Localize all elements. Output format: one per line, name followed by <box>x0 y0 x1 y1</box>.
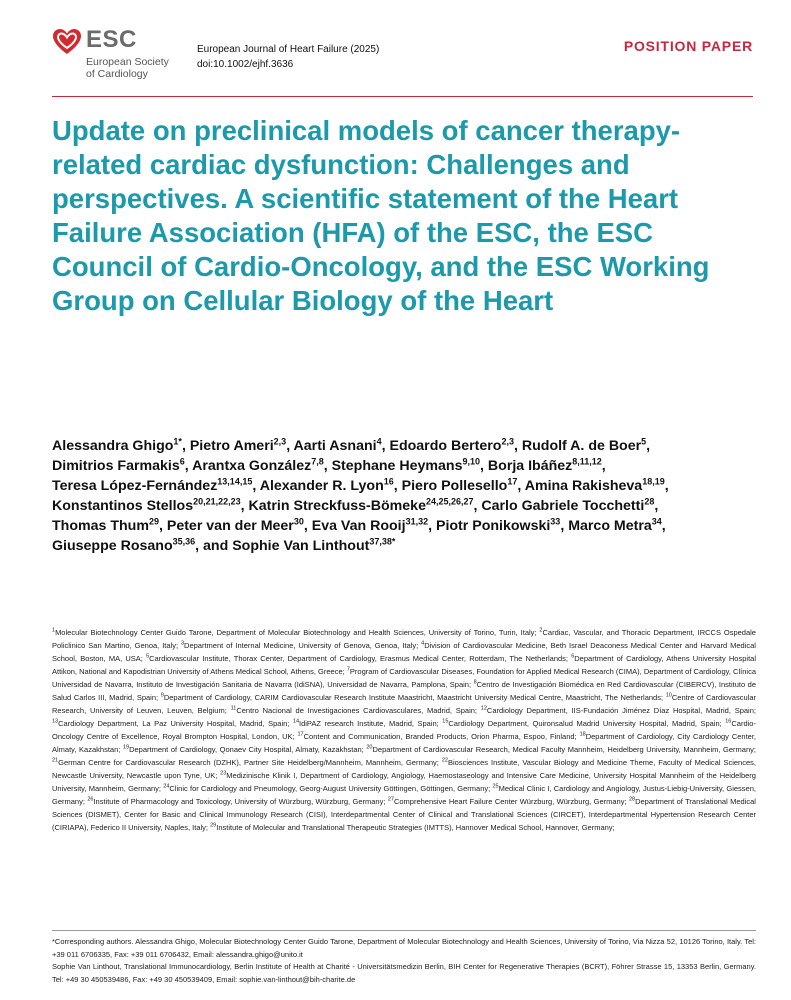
affiliation-text: German Centre for Cardiovascular Research (DZHK), Partner Site Heidelberg/Mannheim, Mannheim, Germany; <box>58 758 439 767</box>
author-name: Peter van der Meer <box>166 518 294 534</box>
author[interactable] <box>525 478 665 494</box>
author[interactable] <box>249 498 474 514</box>
author[interactable] <box>312 518 428 534</box>
author-name: Borja Ibáñez <box>487 458 573 474</box>
affiliation-text: Department of Cardiology, City Cardiology Center, Almaty, Kazakhstan; <box>52 732 757 754</box>
affiliation-item <box>52 758 439 767</box>
affiliation-text: Biosciences Institute, Vascular Biology and Medicine Theme, Faculty of Medical Sciences, Newcastle University, Newcastle upon Tyne, UK; <box>52 758 756 780</box>
affiliation-number: 4 <box>421 640 425 647</box>
affiliation-text: Institute of Pharmacology and Toxicology, University of Würzburg, Würzburg, Germany; <box>93 797 386 806</box>
author-name: Thomas Thum <box>52 518 149 534</box>
paper-type-label: POSITION PAPER <box>623 38 753 54</box>
affiliation-item <box>87 797 385 806</box>
affiliation-number: 16 <box>725 718 732 725</box>
affiliation-number: 26 <box>87 796 94 803</box>
affiliation-number: 19 <box>122 744 130 751</box>
affiliation-text: Department of Cardiology, CARIM Cardiovascular Research Institute Maastricht, Maastricht University Medical Centre, Maastricht, The Netherlands; <box>163 693 664 702</box>
author-name: Giuseppe Rosano <box>52 538 173 554</box>
author-affiliation-marks: 18,19 <box>642 476 665 487</box>
author-affiliation-marks: 35,36 <box>172 536 196 547</box>
author-name: Marco Metra <box>568 518 652 534</box>
affiliation-number: 28 <box>628 796 636 803</box>
affiliation-item <box>293 719 439 728</box>
esc-logo-subtitle <box>86 56 169 80</box>
affiliation-text: Medizinische Klinik I, Department of Cardiology, Angiology, Haemostaseology and Intensive Care Medicine, University Hospital Mannheim of the Heidelberg University, Mannheim, Germany; <box>52 771 756 793</box>
affiliation-text: Centre of Cardiovascular Research, University of Leuven, Leuven, Belgium; <box>52 693 756 715</box>
author-name: Pietro Ameri <box>189 438 274 454</box>
affiliation-item <box>388 797 627 806</box>
author-affiliation-marks: 8,11,12 <box>572 456 602 467</box>
author-name: Carlo Gabriele Tocchetti <box>481 498 645 514</box>
affiliation-item <box>146 654 568 663</box>
author[interactable] <box>481 498 654 514</box>
affiliation-number: 29 <box>210 822 217 829</box>
affiliation-item <box>52 628 537 637</box>
journal-info <box>197 42 379 72</box>
affiliation-number: 7 <box>346 666 350 673</box>
affiliation-number: 1 <box>52 627 56 634</box>
author[interactable] <box>190 438 286 454</box>
author-affiliation-marks: 31,32 <box>405 516 429 527</box>
author[interactable] <box>436 518 560 534</box>
author-affiliation-marks: 7,8 <box>311 456 324 467</box>
affiliation-text: Comprehensive Heart Failure Center Würzburg, Würzburg, Germany; <box>393 797 627 806</box>
affiliation-item <box>181 641 418 650</box>
author[interactable] <box>167 518 304 534</box>
author-name: Alexander R. Lyon <box>259 478 384 494</box>
author[interactable] <box>294 438 382 454</box>
affiliation-number: 21 <box>52 757 59 764</box>
author-list: Alessandra Ghigo$^{1*}$, Pietro Ameri$^{2,3}$, Aarti Asnani$^4$, Edoardo Bertero$^{2,3}$, Rudolf A. de Boer$^5$, Dimitrios Farmakis$^6$, Arantxa González$^{7,8}$, Stephane Heymans$^{9,10}$, Borja Ibáñez$^{8,11,12}$, Teresa López-Fernández$^{13,14,15}$, Alexander R. Lyon$^{16}$, Piero Pollesello$^{17}$, Amina Rakisheva$^{18,19}$, Konstantinos Stellos$^{20,21,22,23}$, Katrin Streckfuss-Bömeke$^{24,25,26,27}$, Carlo Gabriele Tocchetti$^{28}$, Thomas Thum$^{29}$, Peter van der Meer$^{30}$, Eva Van Rooij$^{31,32}$, Piotr Ponikowski$^{33}$, Marco Metra$^{34}$, Giuseppe Rosano$^{35,36}$, and Sophie Van Linthout$^{37,38*}$ <box>52 436 669 554</box>
affiliation-text: Clinic for Cardiology and Pneumology, Georg-August University Göttingen, Göttingen, Germany; <box>169 784 491 793</box>
affiliation-text: Division of Cardiovascular Medicine, Beth Israel Deaconess Medical Center and Harvard Medical School, Boston, MA, USA; <box>52 641 756 663</box>
affiliation-number: 8 <box>473 679 477 686</box>
author-affiliation-marks: 30 <box>293 516 304 527</box>
author-affiliation-marks: 4 <box>376 436 382 447</box>
affiliation-item <box>161 693 663 702</box>
affiliation-number: 3 <box>180 640 185 647</box>
author-affiliation-marks: 33 <box>550 516 561 527</box>
author-name: Teresa López-Fernández <box>52 478 218 494</box>
author-affiliation-marks: 28 <box>644 496 655 507</box>
affiliation-number: 20 <box>366 744 373 751</box>
affiliation-number: 5 <box>146 653 150 660</box>
author[interactable] <box>52 498 241 514</box>
author-name: Edoardo Bertero <box>389 438 502 454</box>
author[interactable] <box>52 458 185 474</box>
affiliation-item <box>123 745 364 754</box>
header-divider <box>52 96 753 97</box>
affiliation-text: Department of Cardiology, Qonaev City Hospital, Almaty, Kazakhstan; <box>129 745 364 754</box>
author-name: Eva Van Rooij <box>311 518 406 534</box>
affiliation-item <box>210 823 615 832</box>
affiliation-number: 17 <box>297 731 304 738</box>
journal-doi[interactable]: doi:10.1002/ejhf.3636 <box>197 59 294 70</box>
author[interactable] <box>568 518 662 534</box>
author[interactable] <box>260 478 394 494</box>
affiliation-text: Cardiovascular Institute, Thorax Center, Department of Cardiology, Erasmus Medical Center, Rotterdam, The Netherlands; <box>149 654 568 663</box>
author-affiliation-marks: 17 <box>507 476 518 487</box>
author-affiliation-marks: 20,21,22,23 <box>193 496 241 507</box>
affiliation-text: Centro de Investigación Biomédica en Red Cardiovascular (CIBERCV), Instituto de Salud Carlos III, Madrid, Spain; <box>52 680 756 702</box>
author-name: Piero Pollesello <box>401 478 508 494</box>
author-affiliation-marks: 1* <box>173 436 182 447</box>
author-name: Dimitrios Farmakis <box>52 458 180 474</box>
author[interactable] <box>522 438 646 454</box>
author-affiliation-marks: 2,3 <box>501 436 514 447</box>
author-affiliation-marks: 9,10 <box>462 456 481 467</box>
affiliation-item <box>231 706 477 715</box>
affiliation-text: Department of Cardiology, Athens University Hospital Attikon, National and Kapodistrian University of Athens Medical School, Athens, Greece; <box>52 654 756 676</box>
affiliation-text: Program of Cardiovascular Diseases, Foundation for Applied Medical Research (CIMA), Department of Cardiology, Clínica Universidad de Navarra, Instituto de Investigación Sanitaria de Navarra (IdiSNA), Universidad de Navarra, Pamplona, Spain; <box>52 667 756 689</box>
author[interactable] <box>192 458 324 474</box>
affiliation-text: Content and Communication, Branded Products, Orion Pharma, Espoo, Finland; <box>303 732 577 741</box>
affiliation-text: Institute of Molecular and Translational Therapeutic Strategies (IMTTS), Hannover Medical School, Hannover, Germany; <box>216 823 615 832</box>
author[interactable] <box>402 478 518 494</box>
affiliation-number: 23 <box>220 770 227 777</box>
affiliation-number: 25 <box>492 783 499 790</box>
author[interactable] <box>52 518 159 534</box>
affiliation-item <box>163 784 490 793</box>
author[interactable] <box>52 478 252 494</box>
affiliation-text: Cardio-Oncology Centre of Excellence, Royal Brompton Hospital, London, UK; <box>52 719 756 741</box>
affiliation-item <box>52 719 289 728</box>
author-affiliation-marks: 2,3 <box>273 436 287 447</box>
affiliation-text: Cardiac, Vascular, and Thoracic Department, IRCCS Ospedale Policlinico San Martino, Genoa, Italy; <box>52 628 756 650</box>
author[interactable] <box>332 458 480 474</box>
affiliation-number: 24 <box>163 783 170 790</box>
author[interactable] <box>52 438 182 454</box>
author-name: Sophie Van Linthout <box>232 538 370 554</box>
affiliation-number: 12 <box>480 705 487 712</box>
affiliation-item <box>298 732 577 741</box>
affiliation-number: 2 <box>539 627 543 634</box>
author-name: Alessandra Ghigo <box>52 438 174 454</box>
author-affiliation-marks: 37,38* <box>369 536 396 547</box>
affiliation-number: 27 <box>387 796 394 803</box>
author-name: Piotr Ponikowski <box>435 518 551 534</box>
affiliation-number: 10 <box>665 692 672 699</box>
affiliations <box>52 626 756 834</box>
affiliation-number: 13 <box>52 718 59 725</box>
author-affiliation-marks: 24,25,26,27 <box>425 496 474 507</box>
author[interactable] <box>232 538 395 554</box>
affiliation-number: 18 <box>579 731 586 738</box>
affiliation-item <box>366 745 756 754</box>
author-affiliation-marks: 16 <box>383 476 394 487</box>
esc-heart-icon <box>52 28 82 56</box>
esc-logo <box>52 26 192 84</box>
affiliation-text: Centro Nacional de Investigaciones Cardiovasculares, Madrid, Spain; <box>236 706 478 715</box>
author-name: Konstantinos Stellos <box>52 498 194 514</box>
affiliation-text: Cardiology Department, La Paz University Hospital, Madrid, Spain; <box>58 719 290 728</box>
affiliation-number: 15 <box>442 718 449 725</box>
article-title: Update on preclinical models of cancer therapy-related cardiac dysfunction: Challenges and perspectives. A scientific statement of the Heart Failure Association (HFA) of the ESC, the ESC Council of Cardio-Oncology, and the ESC Working Group on Cellular Biology of the Heart <box>52 115 710 316</box>
affiliation-number: 9 <box>160 692 164 699</box>
author-name: Aarti Asnani <box>293 438 377 454</box>
journal-name: European Journal of Heart Failure (2025) <box>197 44 380 55</box>
footnote-divider <box>52 930 756 931</box>
footnote-line-2: Sophie Van Linthout, Translational Immunocardiology, Berlin Institute of Health at Charité - Universitätsmedizin Berlin, BIH Center for Regenerative Therapies (BCRT), Föhrer Strasse 15, 13353 Berlin, Germany. Tel: +49 30 450539486, Fax: +49 30 450539409, Email: sophie.van-linthout@bih-charite.de <box>52 962 756 984</box>
author-name: Stephane Heymans <box>331 458 463 474</box>
esc-logo-sub-line1: European Society <box>86 56 169 68</box>
affiliation-text: Department of Internal Medicine, University of Genova, Genoa, Italy; <box>184 641 419 650</box>
affiliation-text: Medical Clinic I, Cardiology and Angiology, Justus-Liebig-University, Giessen, Germany; <box>52 784 756 806</box>
affiliation-text: Molecular Biotechnology Center Guido Tarone, Department of Molecular Biotechnology and Health Sciences, University of Torino, Turin, Italy; <box>55 628 537 637</box>
affiliation-item <box>442 719 721 728</box>
affiliation-number: 22 <box>441 757 448 764</box>
affiliation-number: 14 <box>292 718 300 725</box>
esc-logo-word: ESC <box>86 26 137 53</box>
affiliation-number: 6 <box>571 653 575 660</box>
esc-logo-sub-line2: of Cardiology <box>86 68 148 80</box>
author[interactable] <box>52 538 195 554</box>
footnote-line-1: *Corresponding authors. Alessandra Ghigo, Molecular Biotechnology Center Guido Tarone, Department of Molecular Biotechnology and Health Sciences, University of Torino, Via Nizza 52, 10126 Torino, Italy. Tel: +39 011 6706335, Fax: +39 011 6706432, Email: alessandra.ghigo@unito.it <box>52 937 756 959</box>
author-affiliation-marks: 5 <box>641 436 647 447</box>
affiliation-number: 11 <box>230 705 237 712</box>
author-name: Amina Rakisheva <box>524 478 643 494</box>
author[interactable] <box>488 458 602 474</box>
affiliation-text: Cardiology Department, IIS-Fundación Jiménez Díaz Hospital, Madrid, Spain; <box>486 706 756 715</box>
affiliation-item <box>481 706 756 715</box>
author-name: Rudolf A. de Boer <box>521 438 642 454</box>
author-affiliation-marks: 13,14,15 <box>217 476 253 487</box>
affiliation-text: IdiPAZ research Institute, Madrid, Spain; <box>299 719 439 728</box>
author-name: Arantxa González <box>192 458 312 474</box>
affiliation-text: Cardiology Department, Quironsalud Madrid University Hospital, Madrid, Spain; <box>448 719 722 728</box>
author-name: Katrin Streckfuss-Bömeke <box>248 498 426 514</box>
author-affiliation-marks: 6 <box>179 456 185 467</box>
corresponding-authors-footnote <box>52 936 756 986</box>
affiliation-text: Department of Cardiovascular Research, Medical Faculty Mannheim, Heidelberg University, Mannheim, Germany; <box>372 745 756 754</box>
author-affiliation-marks: 29 <box>148 516 159 527</box>
author-affiliation-marks: 34 <box>651 516 662 527</box>
author[interactable] <box>390 438 514 454</box>
affiliation-text: Department of Translational Medical Sciences (DISMET), Center for Basic and Clinical Immunology Research (CISI), Interdepartmental Center of Clinical and Translational Sciences (CIRCET), Interdepartmental Hypertension Research Center (CIRIAPA), Federico II University, Naples, Italy; <box>52 797 756 832</box>
